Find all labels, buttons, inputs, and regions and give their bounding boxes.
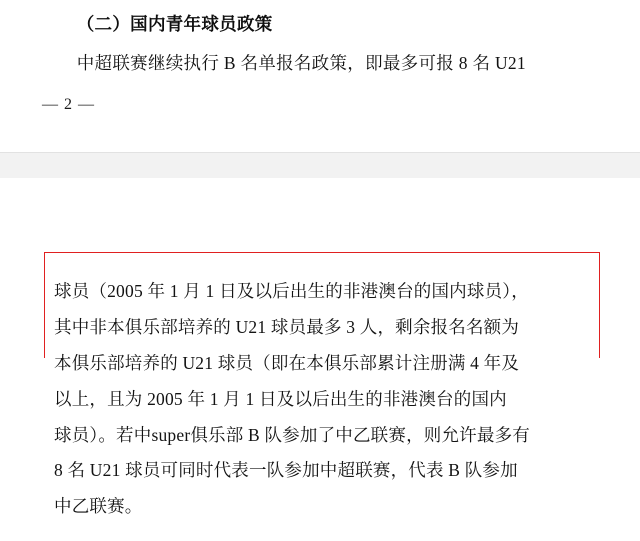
paragraph-block xyxy=(54,274,586,525)
section-body-line: 中超联赛继续执行 B 名单报名政策，即最多可报 8 名 U21 xyxy=(76,53,526,74)
page-separator xyxy=(0,152,640,180)
text-line: 本俱乐部培养的 U21 球员（即在本俱乐部累计注册满 4 年及 xyxy=(54,352,520,373)
page-fragment-bottom xyxy=(0,178,640,541)
top-margin-spacer xyxy=(54,178,586,274)
text-line-highlighted: 中乙联赛。 xyxy=(54,496,143,517)
text-line: 以上，且为 2005 年 1 月 1 日及以后出生的非港澳台的国内 xyxy=(54,388,507,409)
page-number: — 2 — xyxy=(42,95,95,113)
page-fragment-top xyxy=(0,0,640,152)
text-line: 其中非本俱乐部培养的 U21 球员最多 3 人，剩余报名名额为 xyxy=(54,316,520,337)
section-heading: （二）国内青年球员政策 xyxy=(76,14,273,34)
text-line-highlighted: 8 名 U21 球员可同时代表一队参加中超联赛，代表 B 队参加 xyxy=(54,460,518,481)
text-line-highlighted: 球员）。若中super俱乐部 B 队参加了中乙联赛，则允许最多有 xyxy=(54,424,530,445)
text-line: 球员（2005 年 1 月 1 日及以后出生的非港澳台的国内球员）， xyxy=(54,281,529,301)
